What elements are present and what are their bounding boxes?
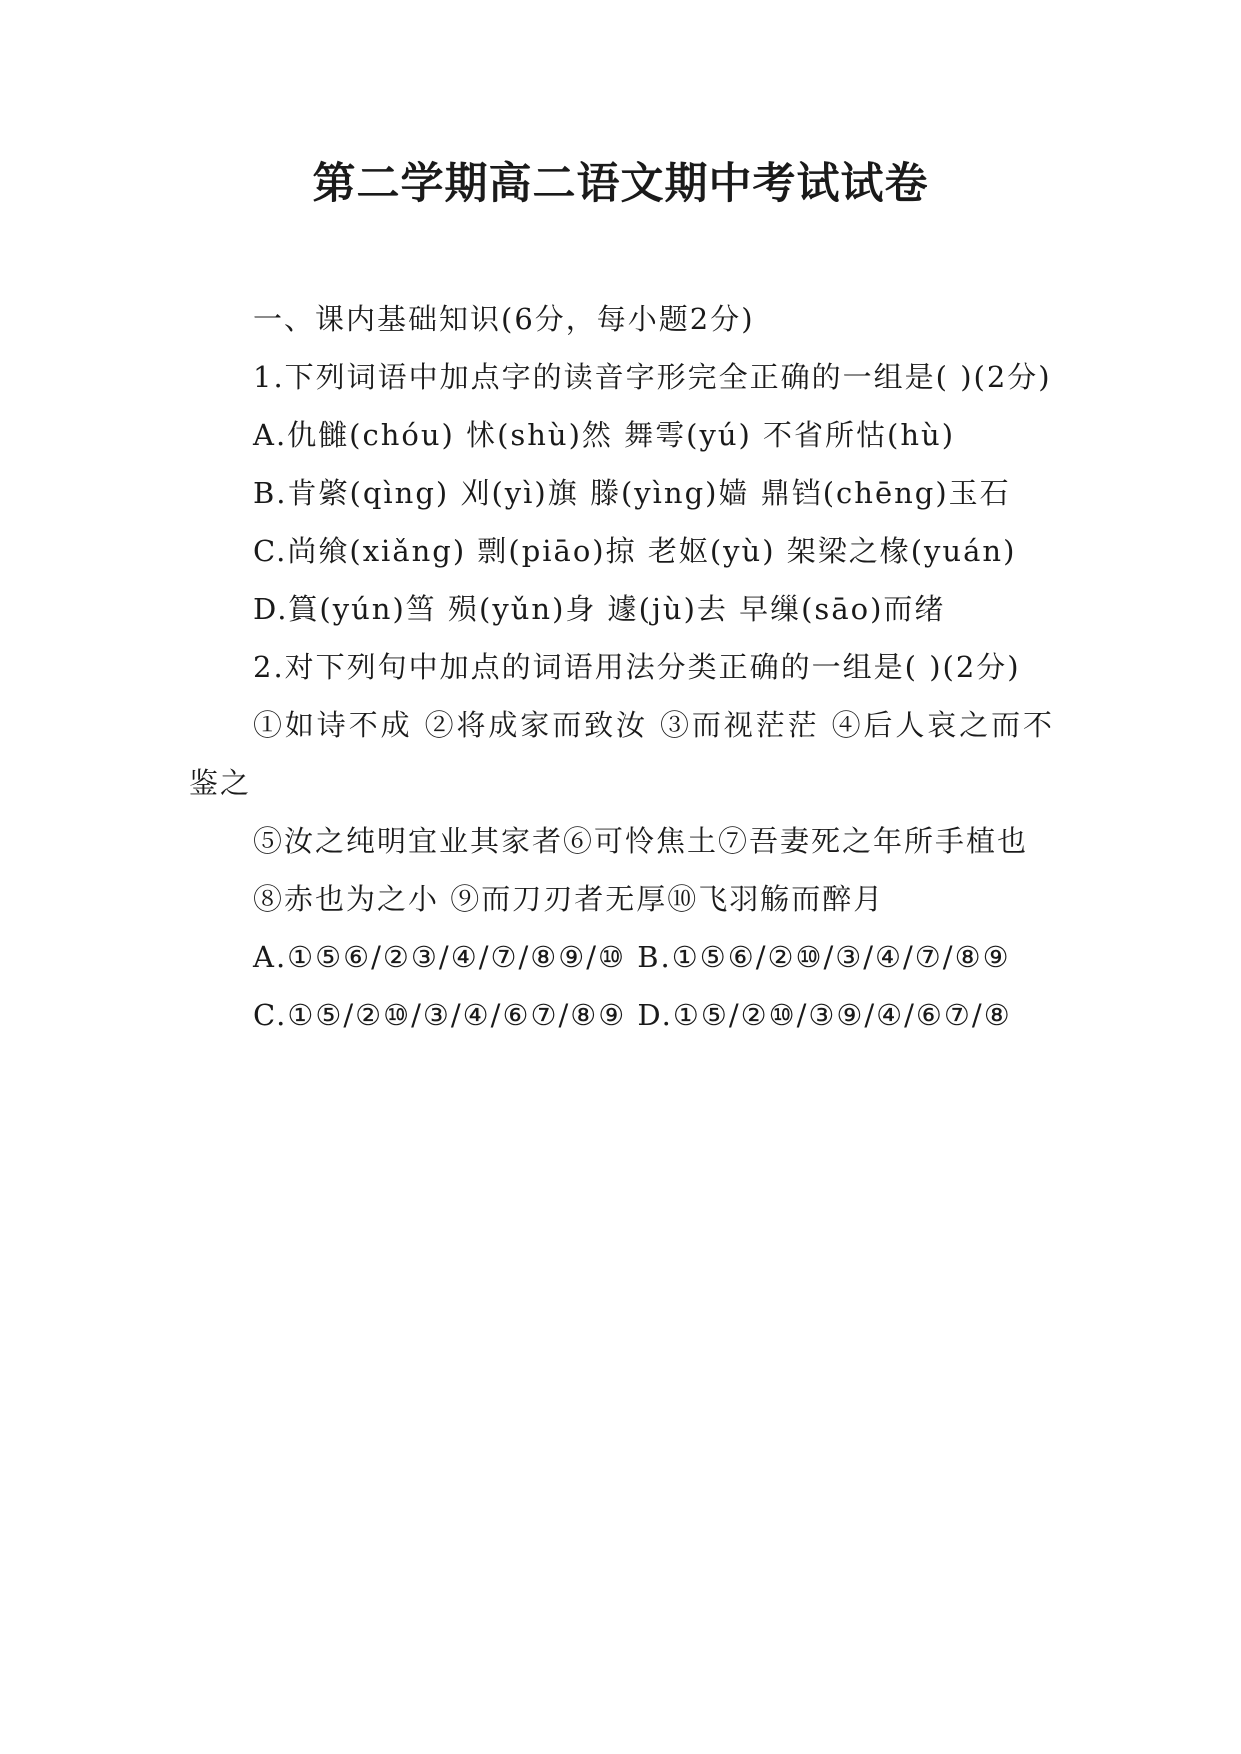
question-2-sentences-2: ⑤汝之纯明宜业其家者⑥可怜焦土⑦吾妻死之年所手植也 bbox=[253, 824, 1029, 858]
document-body bbox=[189, 290, 1054, 1044]
question-1-option-b: B.肯綮(qìng) 刈(yì)旗 滕(yìng)嫱 鼎铛(chēng)玉石 bbox=[253, 476, 1011, 510]
question-1-option-d: D.篔(yún)筜 殒(yǔn)身 遽(jù)去 早缫(sāo)而绪 bbox=[253, 592, 946, 626]
page-title: 第二学期高二语文期中考试试卷 bbox=[312, 159, 929, 209]
question-2-sentences-3: ⑧赤也为之小 ⑨而刀刃者无厚⑩飞羽觞而醉月 bbox=[253, 882, 885, 916]
question-1-option-a: A.仇雠(chóu) 怵(shù)然 舞雩(yú) 不省所怙(hù) bbox=[253, 418, 956, 452]
question-1-option-c: C.尚飨(xiǎng) 剽(piāo)掠 老妪(yù) 架梁之椽(yuán) bbox=[253, 534, 1017, 568]
question-1-stem: 1.下列词语中加点字的读音字形完全正确的一组是( )(2分) bbox=[253, 360, 1052, 394]
question-2-stem: 2.对下列句中加点的词语用法分类正确的一组是( )(2分) bbox=[253, 650, 1021, 684]
question-2-options-ab: A.①⑤⑥/②③/④/⑦/⑧⑨/⑩ B.①⑤⑥/②⑩/③/④/⑦/⑧⑨ bbox=[253, 940, 1011, 974]
question-2-options-cd: C.①⑤/②⑩/③/④/⑥⑦/⑧⑨ D.①⑤/②⑩/③⑨/④/⑥⑦/⑧ bbox=[253, 998, 1012, 1032]
section-heading: 一、课内基础知识(6分，每小题2分) bbox=[253, 302, 755, 336]
question-2-sentences-1: ①如诗不成 ②将成家而致汝 ③而视茫茫 ④后人哀之而不鉴之 bbox=[189, 708, 1054, 800]
